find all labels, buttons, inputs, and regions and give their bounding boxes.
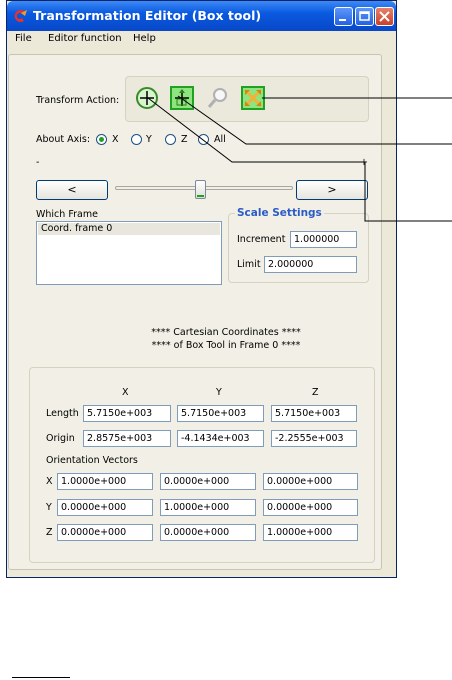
axis-all-label: All [214,134,226,145]
scale-settings-title: Scale Settings [237,207,322,219]
slider-max-label: + [360,157,368,168]
menu-help[interactable]: Help [133,33,156,44]
slider-min-label: - [36,157,40,168]
list-item[interactable]: Coord. frame 0 [38,223,220,235]
which-frame-label: Which Frame [36,209,98,220]
orient-row-z-label: Z [46,527,53,538]
axis-y-label: Y [146,134,152,145]
window-title: Transformation Editor (Box tool) [33,8,262,23]
increment-label: Increment [237,234,286,245]
coordinates-heading: **** Cartesian Coordinates **** [151,327,301,338]
slider-left-button[interactable]: < [36,180,108,200]
origin-label: Origin [46,433,75,444]
orientation-label: Orientation Vectors [46,455,138,466]
col-header-y: Y [216,387,222,398]
length-label: Length [46,408,79,419]
transform-action-label: Transform Action: [36,95,120,106]
orient-row-x-label: X [46,476,53,487]
callout-line-2 [178,96,452,144]
menu-file[interactable]: File [15,33,32,44]
footnote-rule [12,677,70,678]
col-header-z: Z [312,387,319,398]
orient-row-y-label: Y [46,502,52,513]
axis-x-label: X [112,134,119,145]
coordinates-subheading: **** of Box Tool in Frame 0 **** [151,340,301,351]
limit-label: Limit [237,259,261,270]
col-header-x: X [122,387,129,398]
axis-z-label: Z [181,134,188,145]
slider-right-button[interactable]: > [296,180,368,200]
callout-line-3 [148,98,452,221]
about-axis-label: About Axis: [36,134,91,145]
menu-editor-function[interactable]: Editor function [48,33,122,44]
